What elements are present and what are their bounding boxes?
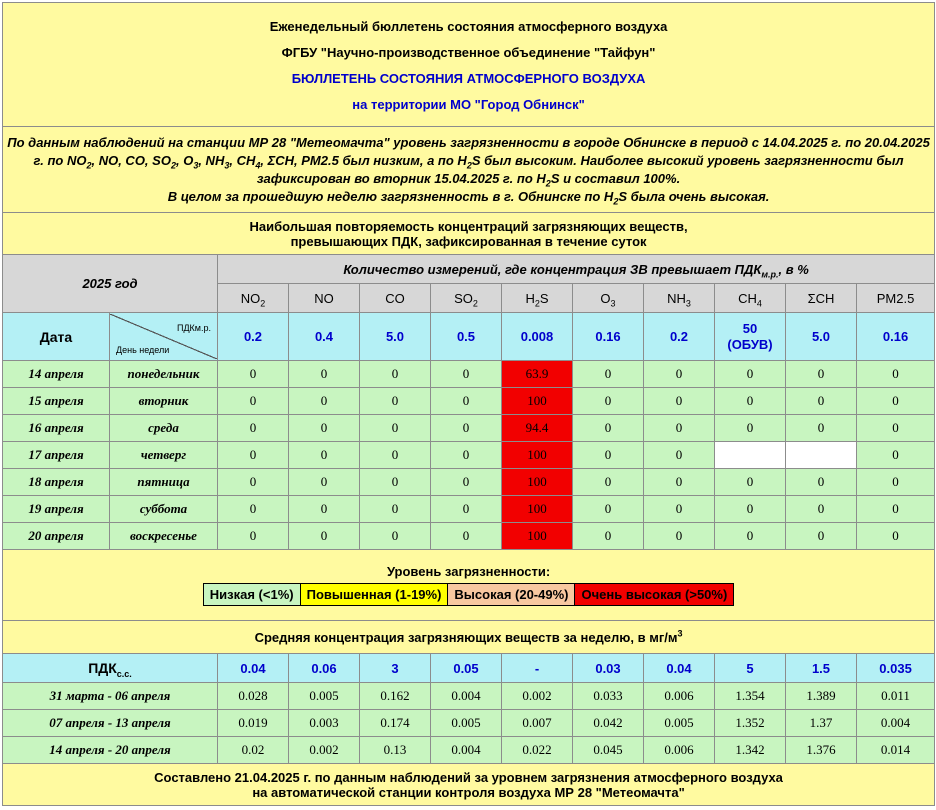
pdk-mr-value: 0.16 (857, 313, 935, 361)
table-row (3, 388, 935, 415)
avg-concentration: 0.162 (360, 683, 431, 710)
exceedance-value: 0 (431, 361, 502, 388)
table-row (3, 683, 935, 710)
exceedance-value: 0 (715, 388, 786, 415)
exceedance-value: 0 (218, 469, 289, 496)
row-weekday: суббота (110, 496, 218, 523)
row-weekday: вторник (110, 388, 218, 415)
row-date: 19 апреля (3, 496, 110, 523)
row-weekday: воскресенье (110, 523, 218, 550)
pdk-cc-value: 0.04 (218, 654, 289, 683)
exceedance-value: 0 (431, 469, 502, 496)
exceedance-value: 0 (786, 361, 857, 388)
exceedance-value: 0 (573, 361, 644, 388)
pdk-mr-value: 0.2 (644, 313, 715, 361)
avg-concentration: 0.007 (502, 710, 573, 737)
pollutant-subscript: 2 (260, 298, 266, 309)
exceedance-value: 0 (289, 496, 360, 523)
pdk-cc-value: 0.05 (431, 654, 502, 683)
exceedance-value: 0 (715, 361, 786, 388)
pdk-cc-label: $ПДК_{с.с.}$ (3, 654, 218, 683)
exceedance-value: 0 (644, 469, 715, 496)
pdk-mr-value: 0.008 (502, 313, 573, 361)
pdk-mr-value: 5.0 (786, 313, 857, 361)
avg-concentration: 0.019 (218, 710, 289, 737)
avg-concentration: 0.042 (573, 710, 644, 737)
summary-text (3, 127, 935, 213)
exceedance-value: 0 (360, 388, 431, 415)
date-label: Дата (3, 313, 110, 361)
exceedance-value: 0 (857, 496, 935, 523)
pollutant-subscript: 3 (610, 298, 616, 309)
avg-concentration: 1.342 (715, 737, 786, 764)
exceedance-value: 0 (573, 415, 644, 442)
week-period: 07 апреля - 13 апреля (3, 710, 218, 737)
row-date: 20 апреля (3, 523, 110, 550)
avg-concentration: 0.033 (573, 683, 644, 710)
avg-concentration: 0.002 (289, 737, 360, 764)
exceedance-value: 0 (573, 469, 644, 496)
exceedance-value (715, 442, 786, 469)
exceedance-value: 0 (644, 415, 715, 442)
week-period: 31 марта - 06 апреля (3, 683, 218, 710)
exceedance-value: 0 (857, 442, 935, 469)
exceedance-value: 0 (218, 496, 289, 523)
table-row (3, 737, 935, 764)
table-row (3, 469, 935, 496)
avg-concentration: 0.006 (644, 737, 715, 764)
summary-paragraph-2: В целом за прошедшую неделю загрязненность в г. Обнинске по $H_2S$ была очень высокая. (167, 188, 770, 207)
row-weekday: четверг (110, 442, 218, 469)
pollutant-header: $H_2S$ (502, 284, 573, 313)
exceedance-value: 0 (431, 442, 502, 469)
week-period: 14 апреля - 20 апреля (3, 737, 218, 764)
avg-concentration: 1.352 (715, 710, 786, 737)
pdk-mr-value: 50 (ОБУВ) (715, 313, 786, 361)
summary-paragraph-1: По данным наблюдений на станции МР 28 "Метеомачта" уровень загрязненности в городе Обнинске в период с 14.04.2025 г. по 20.04.2025 г. по $NO_2$, NO, CO, $SO_2$, $O_3$, $NH_3$, $CH_4$, ΣCH, PM2.5 был низким, а по $H_2S$ был высоким. Наиболее высокий уровень загрязненности был зафиксирован во вторник 15.04.2025 г. по $H_2S$ и составил 100%. (7, 134, 930, 189)
pollutant-subscript: 4 (756, 298, 762, 309)
pollutant-header: NO (289, 284, 360, 313)
exceedance-value: 0 (360, 496, 431, 523)
legend-elevated: Повышенная (1-19%) (301, 584, 449, 605)
row-date: 16 апреля (3, 415, 110, 442)
exceedance-value: 0 (573, 523, 644, 550)
section-1-title: Наибольшая повторяемость концентраций загрязняющих веществ, превышающих ПДК, зафиксированная в течение суток (3, 213, 935, 255)
legend-very-high: Очень высокая (>50%) (575, 584, 733, 605)
exceedance-value: 0 (644, 496, 715, 523)
exceedance-value: 0 (360, 442, 431, 469)
avg-concentration: 0.045 (573, 737, 644, 764)
pdk-mr-value: 0.2 (218, 313, 289, 361)
table-row (3, 523, 935, 550)
pollutant-subscript: 2 (534, 298, 540, 309)
exceedance-value: 100 (502, 496, 573, 523)
exceedance-value: 0 (289, 415, 360, 442)
avg-concentration: 0.004 (431, 683, 502, 710)
footer-note: Составлено 21.04.2025 г. по данным наблюдений за уровнем загрязнения атмосферного воздуха на автоматической станции контроля воздуха МР 28 "Метеомачта" (3, 764, 935, 806)
table-row (3, 442, 935, 469)
exceedance-value: 0 (644, 388, 715, 415)
exceedance-value: 0 (573, 496, 644, 523)
exceedance-value: 0 (786, 469, 857, 496)
table-row (3, 415, 935, 442)
exceedance-value: 94.4 (502, 415, 573, 442)
row-weekday: понедельник (110, 361, 218, 388)
header-line-4: на территории МО "Город Обнинск" (352, 97, 585, 112)
bulletin-table (2, 2, 935, 806)
table-row (3, 496, 935, 523)
table-row (3, 710, 935, 737)
row-date: 18 апреля (3, 469, 110, 496)
count-header: Количество измерений, где концентрация ЗВ превышает $ПДК_{м.р.}$, в % (218, 255, 935, 284)
exceedance-value: 0 (573, 442, 644, 469)
pdk-mr-value: 5.0 (360, 313, 431, 361)
pollutant-subscript: 3 (685, 298, 691, 309)
pdk-mr-value: 0.4 (289, 313, 360, 361)
avg-concentration: 0.13 (360, 737, 431, 764)
avg-concentration: 0.014 (857, 737, 935, 764)
pdk-mr-row (3, 313, 935, 361)
exceedance-value: 0 (644, 442, 715, 469)
avg-concentration: 0.028 (218, 683, 289, 710)
avg-concentration: 0.002 (502, 683, 573, 710)
exceedance-value: 0 (289, 442, 360, 469)
legend-title: Уровень загрязненности: (386, 564, 551, 579)
exceedance-value: 0 (289, 469, 360, 496)
exceedance-value: 0 (289, 361, 360, 388)
diag-bottom-label: День недели (116, 345, 170, 355)
pdk-mr-value: 0.5 (431, 313, 502, 361)
exceedance-value: 100 (502, 469, 573, 496)
section-2-title: Средняя концентрация загрязняющих веществ за неделю, в $мг/м^3$ (3, 621, 935, 654)
exceedance-value: 0 (218, 388, 289, 415)
bulletin-header (3, 3, 935, 127)
exceedance-value: 0 (218, 523, 289, 550)
row-weekday: среда (110, 415, 218, 442)
legend-high: Высокая (20-49%) (448, 584, 575, 605)
exceedance-value: 100 (502, 388, 573, 415)
pdk-cc-value: 0.06 (289, 654, 360, 683)
pdk-cc-value: - (502, 654, 573, 683)
exceedance-value: 100 (502, 523, 573, 550)
exceedance-value: 0 (431, 388, 502, 415)
diag-top-label: ПДКм.р. (176, 323, 211, 333)
exceedance-value (786, 442, 857, 469)
exceedance-value: 0 (786, 388, 857, 415)
year-label: 2025 год (3, 255, 218, 313)
pollutant-header: ΣCH (786, 284, 857, 313)
pdk-mr-value: 0.16 (573, 313, 644, 361)
avg-concentration: 0.006 (644, 683, 715, 710)
exceedance-value: 0 (786, 523, 857, 550)
exceedance-value: 0 (786, 415, 857, 442)
exceedance-value: 0 (857, 523, 935, 550)
avg-concentration: 0.005 (644, 710, 715, 737)
exceedance-value: 0 (289, 388, 360, 415)
header-line-1: Еженедельный бюллетень состояния атмосферного воздуха (269, 19, 668, 34)
pollutant-header: $NO_2$ (218, 284, 289, 313)
exceedance-value: 0 (360, 523, 431, 550)
exceedance-value: 0 (857, 361, 935, 388)
pdk-cc-value: 0.04 (644, 654, 715, 683)
pdk-cc-value: 0.035 (857, 654, 935, 683)
header-line-2: ФГБУ "Научно-производственное объединение "Тайфун" (281, 45, 656, 60)
pollutant-header: $O_3$ (573, 284, 644, 313)
exceedance-value: 0 (786, 496, 857, 523)
table-row (3, 361, 935, 388)
pdk-cc-value: 5 (715, 654, 786, 683)
row-date: 17 апреля (3, 442, 110, 469)
avg-concentration: 0.011 (857, 683, 935, 710)
exceedance-value: 0 (431, 523, 502, 550)
avg-concentration: 0.022 (502, 737, 573, 764)
exceedance-value: 0 (715, 523, 786, 550)
avg-concentration: 0.02 (218, 737, 289, 764)
avg-concentration: 1.376 (786, 737, 857, 764)
avg-concentration: 0.003 (289, 710, 360, 737)
exceedance-value: 0 (218, 361, 289, 388)
exceedance-value: 0 (431, 415, 502, 442)
row-date: 14 апреля (3, 361, 110, 388)
exceedance-value: 100 (502, 442, 573, 469)
pollutant-header: CO (360, 284, 431, 313)
exceedance-value: 0 (857, 469, 935, 496)
exceedance-value: 0 (218, 415, 289, 442)
pollutant-subscript: 2 (472, 298, 478, 309)
legend-swatches (203, 583, 735, 606)
exceedance-value: 63.9 (502, 361, 573, 388)
pollutant-header: PM2.5 (857, 284, 935, 313)
pollutant-header: $SO_2$ (431, 284, 502, 313)
exceedance-value: 0 (715, 469, 786, 496)
exceedance-value: 0 (644, 361, 715, 388)
avg-concentration: 0.174 (360, 710, 431, 737)
exceedance-value: 0 (857, 388, 935, 415)
exceedance-value: 0 (644, 523, 715, 550)
exceedance-value: 0 (360, 415, 431, 442)
header-line-3: БЮЛЛЕТЕНЬ СОСТОЯНИЯ АТМОСФЕРНОГО ВОЗДУХА (291, 71, 646, 86)
exceedance-value: 0 (218, 442, 289, 469)
exceedance-value: 0 (431, 496, 502, 523)
pdk-cc-value: 3 (360, 654, 431, 683)
exceedance-value: 0 (360, 469, 431, 496)
pdk-cc-value: 0.03 (573, 654, 644, 683)
exceedance-value: 0 (573, 388, 644, 415)
exceedance-value: 0 (360, 361, 431, 388)
row-date: 15 апреля (3, 388, 110, 415)
avg-concentration: 0.005 (289, 683, 360, 710)
legend-block (3, 550, 935, 621)
avg-concentration: 0.005 (431, 710, 502, 737)
legend-low: Низкая (<1%) (204, 584, 301, 605)
diagonal-header (110, 313, 218, 361)
exceedance-value: 0 (289, 523, 360, 550)
avg-concentration: 0.004 (431, 737, 502, 764)
exceedance-value: 0 (715, 415, 786, 442)
avg-concentration: 0.004 (857, 710, 935, 737)
avg-concentration: 1.389 (786, 683, 857, 710)
pdk-cc-row (3, 654, 935, 683)
avg-concentration: 1.354 (715, 683, 786, 710)
pollutant-header: $CH_4$ (715, 284, 786, 313)
pollutant-header: $NH_3$ (644, 284, 715, 313)
pdk-cc-value: 1.5 (786, 654, 857, 683)
avg-concentration: 1.37 (786, 710, 857, 737)
exceedance-value: 0 (857, 415, 935, 442)
exceedance-value: 0 (715, 496, 786, 523)
row-weekday: пятница (110, 469, 218, 496)
